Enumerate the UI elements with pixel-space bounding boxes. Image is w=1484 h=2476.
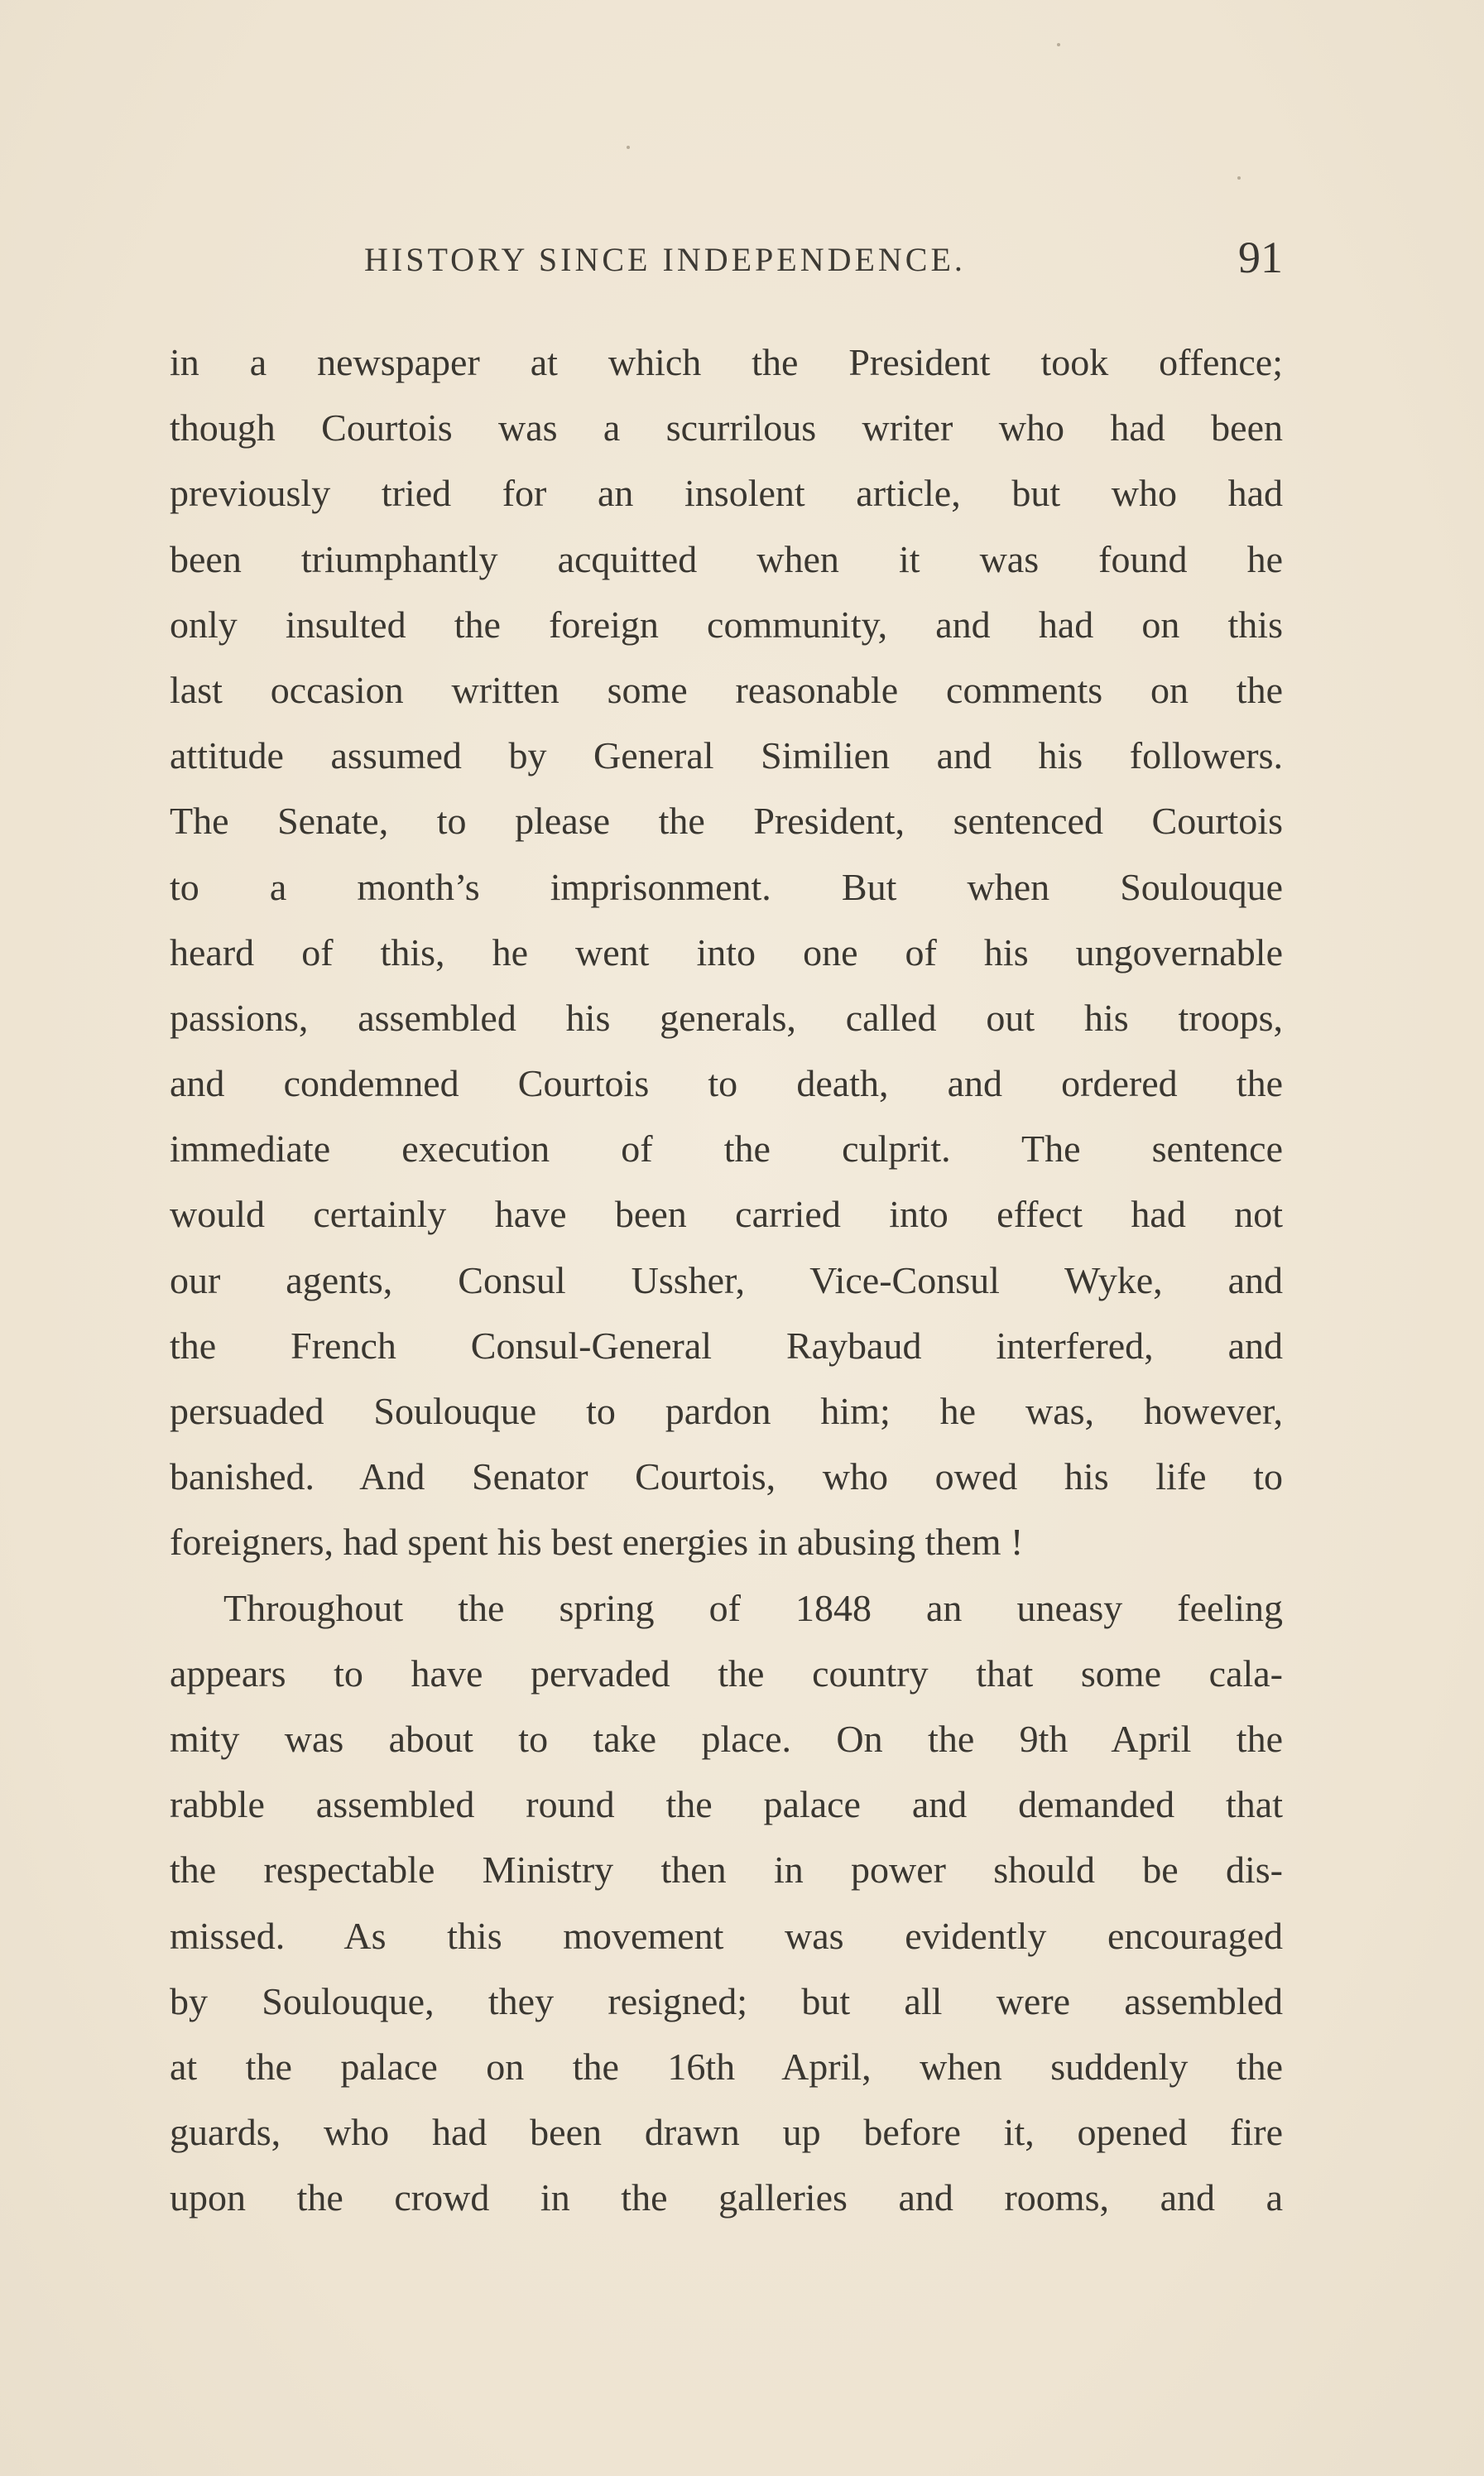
text-line: in a newspaper at which the President took offence; xyxy=(170,341,1283,383)
text-line: and condemned Courtois to death, and ordered the xyxy=(170,1062,1283,1105)
text-line: upon the crowd in the galleries and rooms, and a xyxy=(170,2176,1283,2219)
paper-speck xyxy=(627,146,630,149)
body-text xyxy=(170,329,1283,2230)
text-line: our agents, Consul Ussher, Vice-Consul Wyke, and xyxy=(170,1258,1283,1301)
text-line: attitude assumed by General Similien and his followers. xyxy=(170,734,1283,777)
running-title: HISTORY SINCE INDEPENDENCE. xyxy=(364,241,966,278)
paper-speck xyxy=(1237,176,1241,180)
text-line: rabble assembled round the palace and demanded that xyxy=(170,1783,1283,1826)
text-line: banished. And Senator Courtois, who owed his life to xyxy=(170,1455,1283,1498)
text-line: Throughout the spring of 1848 an uneasy feeling xyxy=(223,1586,1283,1629)
text-line: the respectable Ministry then in power should be dis- xyxy=(170,1849,1283,1892)
text-line: by Soulouque, they resigned; but all were assembled xyxy=(170,1979,1283,2022)
paper-speck xyxy=(1057,43,1060,46)
text-line: would certainly have been carried into effect had not xyxy=(170,1193,1283,1236)
text-line: foreigners, had spent his best energies in abusing them ! xyxy=(170,1521,1024,1564)
text-line: The Senate, to please the President, sentenced Courtois xyxy=(170,800,1283,843)
text-line: been triumphantly acquitted when it was found he xyxy=(170,537,1283,580)
text-line: missed. As this movement was evidently encouraged xyxy=(170,1914,1283,1957)
text-line: at the palace on the 16th April, when suddenly the xyxy=(170,2045,1283,2088)
text-line: heard of this, he went into one of his ungovernable xyxy=(170,930,1283,974)
text-line: immediate execution of the culprit. The sentence xyxy=(170,1127,1283,1171)
text-line: to a month’s imprisonment. But when Soulouque xyxy=(170,865,1283,908)
text-line: appears to have pervaded the country that some cala- xyxy=(170,1651,1283,1695)
text-line: persuaded Soulouque to pardon him; he was, however, xyxy=(170,1390,1283,1432)
text-line: only insulted the foreign community, and had on this xyxy=(170,603,1283,646)
text-line: passions, assembled his generals, called out his troops, xyxy=(170,996,1283,1039)
text-line: mity was about to take place. On the 9th April the xyxy=(170,1717,1283,1760)
text-line: the French Consul-General Raybaud interfered, and xyxy=(170,1324,1283,1367)
page-number: 91 xyxy=(1238,233,1283,282)
text-line: previously tried for an insolent article, but who had xyxy=(170,472,1283,515)
text-line: though Courtois was a scurrilous writer who had been xyxy=(170,406,1283,450)
text-line: last occasion written some reasonable comments on the xyxy=(170,668,1283,711)
text-line: guards, who had been drawn up before it, opened fire xyxy=(170,2111,1283,2154)
running-head xyxy=(170,232,1283,290)
